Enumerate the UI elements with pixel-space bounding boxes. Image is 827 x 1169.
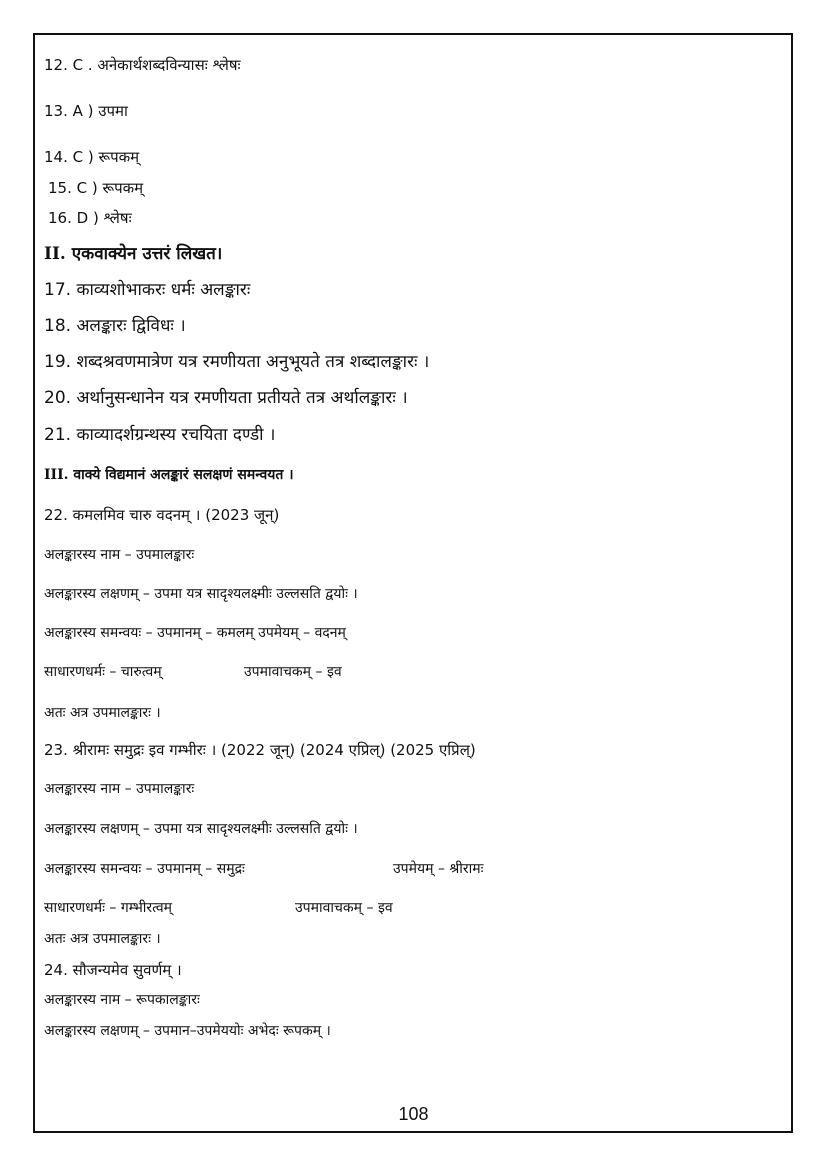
section-3-heading: III. वाक्ये विद्यमानं अलङ्कारं सलक्षणं समन्वयत । <box>44 467 294 483</box>
q22-alankara-name: अलङ्कारस्य नाम – उपमालङ्कारः <box>44 547 195 563</box>
answer-20: 20. अर्थानुसन्धानेन यत्र रमणीयता प्रतीयते तत्र अर्थालङ्कारः । <box>44 388 408 408</box>
answer-19: 19. शब्दश्रवणमात्रेण यत्र रमणीयता अनुभूयते तत्र शब्दालङ्कारः । <box>44 352 430 372</box>
q24-alankara-name: अलङ्कारस्य नाम – रूपकालङ्कारः <box>44 992 200 1008</box>
answer-17: 17. काव्यशोभाकरः धर्मः अलङ्कारः <box>44 280 251 300</box>
q22-samanvaya: अलङ्कारस्य समन्वयः – उपमानम् – कमलम् उपमेयम् – वदनम् <box>44 625 346 641</box>
section-2-heading: II. एकवाक्येन उत्तरं लिखत। <box>44 244 223 264</box>
q23-conclusion: अतः अत्र उपमालङ्कारः । <box>44 931 161 947</box>
answer-18: 18. अलङ्कारः द्विविधः । <box>44 316 186 336</box>
q23-lakshanam: अलङ्कारस्य लक्षणम् – उपमा यत्र सादृश्यलक्ष्मीः उल्लसति द्वयोः । <box>44 821 358 837</box>
q24-lakshanam: अलङ्कारस्य लक्षणम् – उपमान–उपमेययोः अभेदः रूपकम् । <box>44 1023 331 1039</box>
answer-13: 13. A ) उपमा <box>44 102 128 120</box>
answer-12: 12. C . अनेकार्थशब्दविन्यासः श्लेषः <box>44 56 241 74</box>
q23-upama-vachaka: उपमावाचकम् – इव <box>295 900 393 916</box>
question-22-title: 22. कमलमिव चारु वदनम् । (2023 जून्) <box>44 506 280 524</box>
page-number: 108 <box>398 1104 429 1124</box>
answer-21: 21. काव्यादर्शग्रन्थस्य रचयिता दण्डी । <box>44 425 276 445</box>
answer-16: 16. D ) श्लेषः <box>48 209 132 227</box>
q23-sadharana-dharma: साधारणधर्मः – गम्भीरत्वम् <box>44 900 173 916</box>
q22-lakshanam: अलङ्कारस्य लक्षणम् – उपमा यत्र सादृश्यलक्ष्मीः उल्लसति द्वयोः । <box>44 586 358 602</box>
question-24-title: 24. सौजन्यमेव सुवर्णम् । <box>44 961 182 979</box>
question-23-title: 23. श्रीरामः समुद्रः इव गम्भीरः । (2022 जून्) (2024 एप्रिल्) (2025 एप्रिल्) <box>44 741 476 759</box>
q23-samanvaya: अलङ्कारस्य समन्वयः – उपमानम् – समुद्रः <box>44 861 245 877</box>
q23-alankara-name: अलङ्कारस्य नाम – उपमालङ्कारः <box>44 781 195 797</box>
q23-upameya: उपमेयम् – श्रीरामः <box>393 861 484 877</box>
answer-14: 14. C ) रूपकम् <box>44 148 140 166</box>
q22-upama-vachaka: उपमावाचकम् – इव <box>244 664 342 680</box>
q22-sadharana-dharma: साधारणधर्मः – चारुत्वम् <box>44 664 162 680</box>
q22-conclusion: अतः अत्र उपमालङ्कारः । <box>44 705 161 721</box>
answer-15: 15. C ) रूपकम् <box>48 179 144 197</box>
